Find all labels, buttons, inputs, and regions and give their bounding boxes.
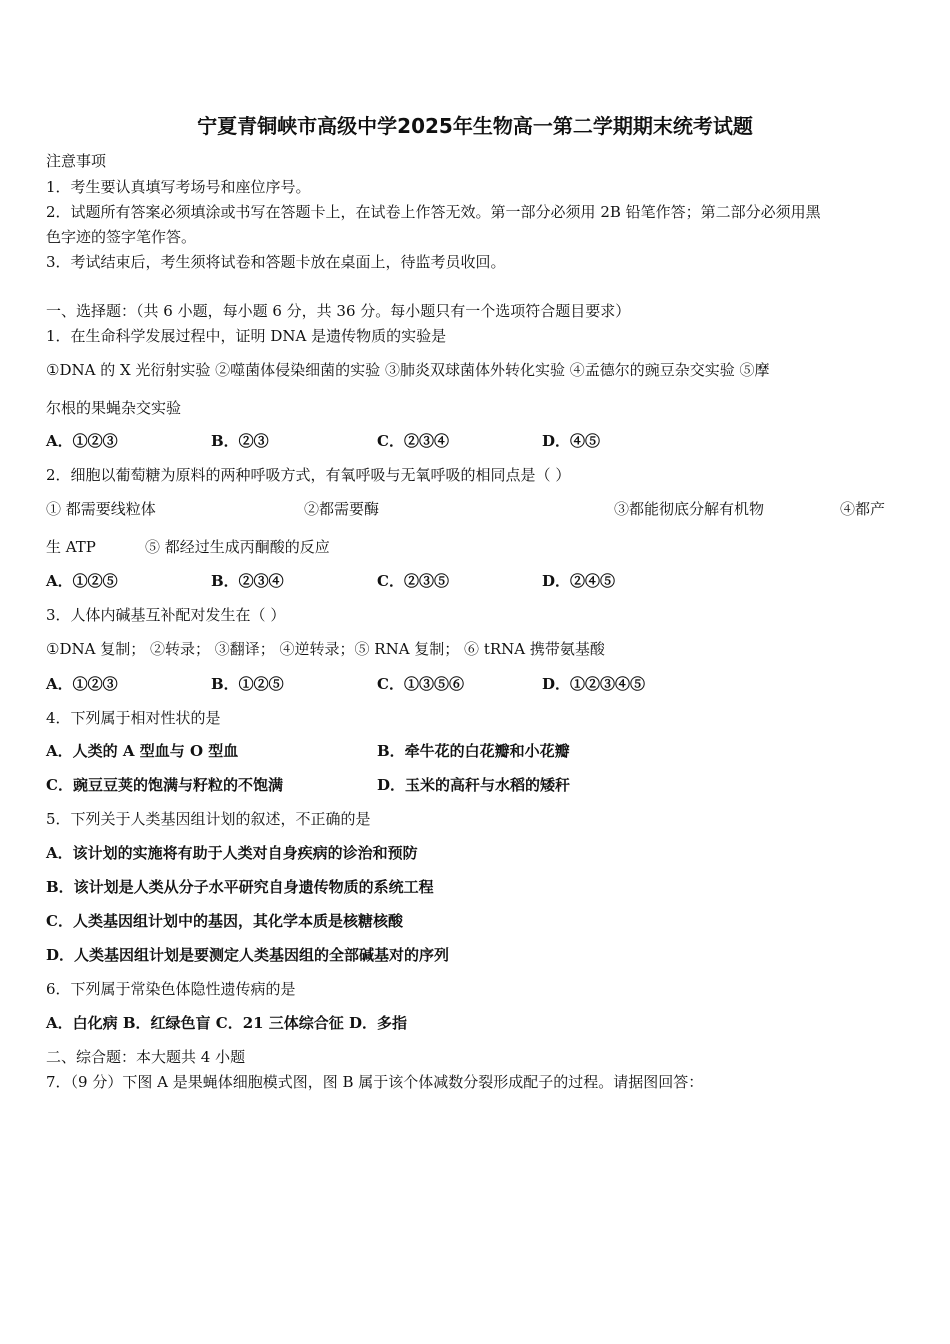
q3-option-d: D．①②③④⑤ (542, 675, 646, 693)
q2-item-5: ⑤ 都经过生成丙酮酸的反应 (145, 538, 330, 556)
page-title: 宁夏青铜峡市高级中学2025年生物高一第二学期期末统考试题 (197, 114, 753, 138)
q4-option-d: D．玉米的高秆与水稻的矮秆 (377, 776, 571, 794)
q2-item-2: ②都需要酶 (304, 500, 380, 518)
q3-stem: 3．人体内碱基互补配对发生在（ ） (46, 606, 286, 624)
q4-option-a: A．人类的 A 型血与 O 型血 (46, 742, 239, 760)
q7-stem: 7．（9 分）下图 A 是果蝇体细胞模式图，图 B 属于该个体减数分裂形成配子的过程。请据图回答： (46, 1073, 704, 1091)
q5-option-a: A．该计划的实施将有助于人类对自身疾病的诊治和预防 (46, 844, 418, 862)
q5-stem: 5．下列关于人类基因组计划的叙述，不正确的是 (46, 810, 371, 828)
q1-option-c: C．②③④ (377, 432, 449, 450)
section2-heading: 二、综合题：本大题共 4 小题 (46, 1048, 246, 1066)
q3-option-a: A．①②③ (46, 675, 118, 693)
q5-option-c: C．人类基因组计划中的基因，其化学本质是核糖核酸 (46, 912, 403, 930)
q1-option-b: B．②③ (211, 432, 269, 450)
q1-items-line1: ①DNA 的 X 光衍射实验 ②噬菌体侵染细菌的实验 ③肺炎双球菌体外转化实验 ④孟德尔的豌豆杂交实验 ⑤摩 (46, 361, 770, 379)
q2-option-b: B．②③④ (211, 572, 284, 590)
q2-item-4b: 生 ATP (46, 538, 96, 556)
q3-option-c: C．①③⑤⑥ (377, 675, 464, 693)
notice-item-1: 1．考生要认真填写考场号和座位序号。 (46, 178, 311, 196)
q2-option-c: C．②③⑤ (377, 572, 449, 590)
q1-stem: 1．在生命科学发展过程中，证明 DNA 是遗传物质的实验是 (46, 327, 447, 345)
notice-item-2: 2．试题所有答案必须填涂或书写在答题卡上，在试卷上作答无效。第一部分必须用 2B 铅笔作答；第二部分必须用黑 (46, 203, 821, 221)
q4-option-b: B．牵牛花的白花瓣和小花瓣 (377, 742, 570, 760)
q6-options: A．白化病 B．红绿色盲 C．21 三体综合征 D．多指 (46, 1014, 408, 1032)
q4-option-c: C．豌豆豆荚的饱满与籽粒的不饱满 (46, 776, 283, 794)
notice-item-2-cont: 色字迹的签字笔作答。 (46, 228, 197, 246)
q4-stem: 4．下列属于相对性状的是 (46, 709, 221, 727)
q2-option-a: A．①②⑤ (46, 572, 118, 590)
section1-heading: 一、选择题：（共 6 小题，每小题 6 分，共 36 分。每小题只有一个选项符合题目要求） (46, 302, 631, 320)
q3-option-b: B．①②⑤ (211, 675, 284, 693)
q2-stem: 2．细胞以葡萄糖为原料的两种呼吸方式，有氧呼吸与无氧呼吸的相同点是（ ） (46, 466, 571, 484)
notice-item-3: 3．考试结束后，考生须将试卷和答题卡放在桌面上，待监考员收回。 (46, 253, 506, 271)
q1-option-a: A．①②③ (46, 432, 118, 450)
notice-heading: 注意事项 (46, 152, 107, 170)
q2-item-3: ③都能彻底分解有机物 (614, 500, 765, 518)
q6-stem: 6．下列属于常染色体隐性遗传病的是 (46, 980, 296, 998)
q2-item-1: ① 都需要线粒体 (46, 500, 156, 518)
q2-item-4a: ④都产 (840, 500, 886, 518)
q1-items-line2: 尔根的果蝇杂交实验 (46, 399, 182, 417)
q1-option-d: D．④⑤ (542, 432, 601, 450)
q5-option-d: D．人类基因组计划是要测定人类基因组的全部碱基对的序列 (46, 946, 450, 964)
q3-items: ①DNA 复制； ②转录； ③翻译； ④逆转录；⑤ RNA 复制； ⑥ tRNA 携带氨基酸 (46, 640, 605, 658)
q2-option-d: D．②④⑤ (542, 572, 616, 590)
q5-option-b: B．该计划是人类从分子水平研究自身遗传物质的系统工程 (46, 878, 434, 896)
